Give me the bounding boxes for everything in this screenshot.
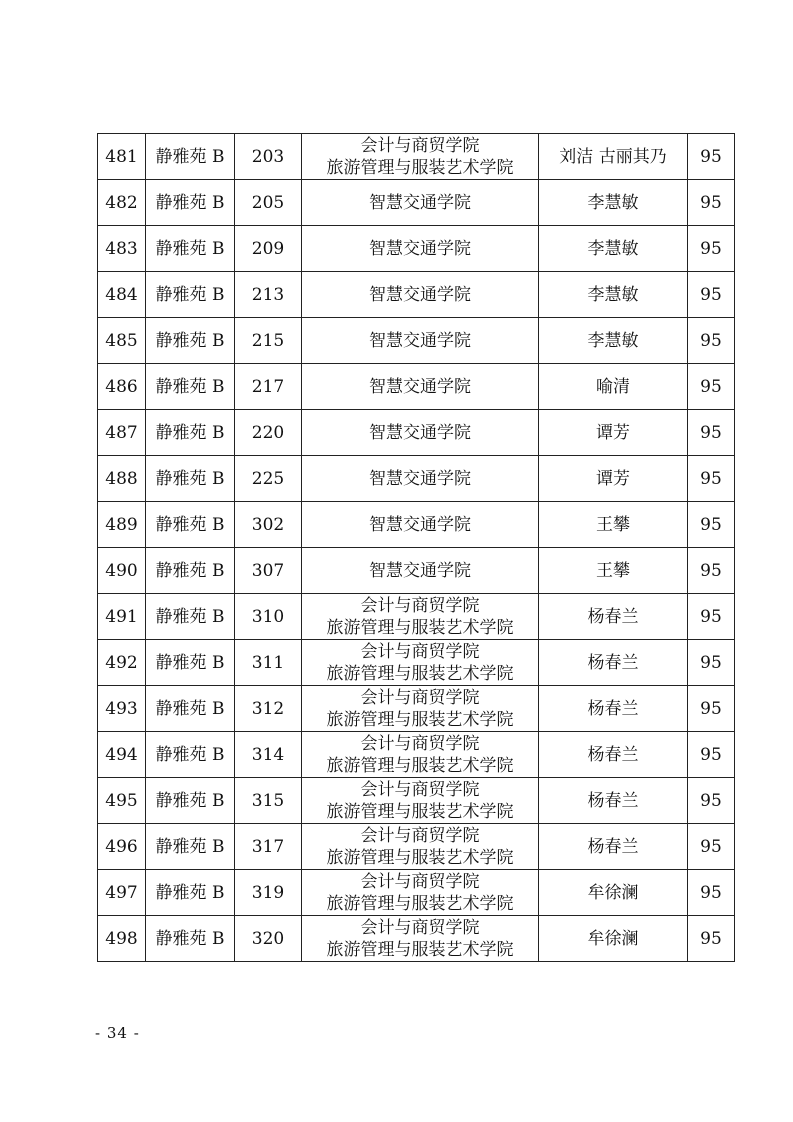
building-cell: 静雅苑 B bbox=[146, 410, 235, 456]
college-cell bbox=[302, 410, 539, 456]
table-row bbox=[98, 732, 735, 778]
score-cell: 95 bbox=[688, 226, 735, 272]
college-name: 旅游管理与服装艺术学院 bbox=[326, 893, 514, 914]
score-cell: 95 bbox=[688, 318, 735, 364]
table-row bbox=[98, 548, 735, 594]
score-cell: 95 bbox=[688, 410, 735, 456]
row-number-cell: 489 bbox=[98, 502, 146, 548]
inspector-name-cell: 李慧敏 bbox=[539, 226, 688, 272]
row-number-cell: 483 bbox=[98, 226, 146, 272]
college-cell bbox=[302, 456, 539, 502]
table-row bbox=[98, 180, 735, 226]
room-number-cell: 302 bbox=[235, 502, 302, 548]
college-name: 智慧交通学院 bbox=[369, 422, 471, 443]
college-name: 智慧交通学院 bbox=[369, 514, 471, 535]
college-cell bbox=[302, 548, 539, 594]
inspector-name-cell: 喻清 bbox=[539, 364, 688, 410]
college-cell bbox=[302, 594, 539, 640]
score-cell: 95 bbox=[688, 502, 735, 548]
college-name: 会计与商贸学院 bbox=[360, 917, 480, 938]
table-row bbox=[98, 870, 735, 916]
college-cell bbox=[302, 180, 539, 226]
room-number-cell: 320 bbox=[235, 916, 302, 962]
college-name: 智慧交通学院 bbox=[369, 192, 471, 213]
building-cell: 静雅苑 B bbox=[146, 272, 235, 318]
building-cell: 静雅苑 B bbox=[146, 226, 235, 272]
table-row bbox=[98, 456, 735, 502]
score-cell: 95 bbox=[688, 134, 735, 180]
row-number-cell: 485 bbox=[98, 318, 146, 364]
row-number-cell: 486 bbox=[98, 364, 146, 410]
table-row bbox=[98, 364, 735, 410]
room-number-cell: 307 bbox=[235, 548, 302, 594]
inspector-name-cell: 李慧敏 bbox=[539, 272, 688, 318]
row-number-cell: 497 bbox=[98, 870, 146, 916]
college-name: 旅游管理与服装艺术学院 bbox=[326, 157, 514, 178]
college-cell bbox=[302, 870, 539, 916]
row-number-cell: 490 bbox=[98, 548, 146, 594]
room-number-cell: 225 bbox=[235, 456, 302, 502]
dorm-inspection-table bbox=[97, 133, 735, 962]
college-name: 智慧交通学院 bbox=[369, 560, 471, 581]
building-cell: 静雅苑 B bbox=[146, 456, 235, 502]
college-cell bbox=[302, 640, 539, 686]
inspector-name-cell: 谭芳 bbox=[539, 456, 688, 502]
college-cell bbox=[302, 134, 539, 180]
college-name: 会计与商贸学院 bbox=[360, 779, 480, 800]
college-name: 智慧交通学院 bbox=[369, 284, 471, 305]
college-name: 会计与商贸学院 bbox=[360, 595, 480, 616]
room-number-cell: 209 bbox=[235, 226, 302, 272]
college-name: 智慧交通学院 bbox=[369, 330, 471, 351]
inspector-name-cell: 王攀 bbox=[539, 548, 688, 594]
table-row bbox=[98, 916, 735, 962]
score-cell: 95 bbox=[688, 548, 735, 594]
college-cell bbox=[302, 364, 539, 410]
college-name: 会计与商贸学院 bbox=[360, 825, 480, 846]
college-name: 会计与商贸学院 bbox=[360, 135, 480, 156]
table-row bbox=[98, 686, 735, 732]
inspector-name-cell: 李慧敏 bbox=[539, 180, 688, 226]
row-number-cell: 491 bbox=[98, 594, 146, 640]
score-cell: 95 bbox=[688, 916, 735, 962]
building-cell: 静雅苑 B bbox=[146, 180, 235, 226]
table-body bbox=[98, 134, 735, 962]
score-cell: 95 bbox=[688, 180, 735, 226]
inspector-name-cell: 牟徐澜 bbox=[539, 870, 688, 916]
college-cell bbox=[302, 686, 539, 732]
college-name: 智慧交通学院 bbox=[369, 238, 471, 259]
building-cell: 静雅苑 B bbox=[146, 318, 235, 364]
inspector-name-cell: 杨春兰 bbox=[539, 686, 688, 732]
row-number-cell: 493 bbox=[98, 686, 146, 732]
building-cell: 静雅苑 B bbox=[146, 502, 235, 548]
college-name: 会计与商贸学院 bbox=[360, 641, 480, 662]
building-cell: 静雅苑 B bbox=[146, 364, 235, 410]
college-name: 旅游管理与服装艺术学院 bbox=[326, 847, 514, 868]
college-name: 旅游管理与服装艺术学院 bbox=[326, 801, 514, 822]
score-cell: 95 bbox=[688, 594, 735, 640]
building-cell: 静雅苑 B bbox=[146, 548, 235, 594]
room-number-cell: 203 bbox=[235, 134, 302, 180]
inspector-name-cell: 杨春兰 bbox=[539, 640, 688, 686]
room-number-cell: 213 bbox=[235, 272, 302, 318]
row-number-cell: 482 bbox=[98, 180, 146, 226]
inspector-name-cell: 杨春兰 bbox=[539, 824, 688, 870]
score-cell: 95 bbox=[688, 456, 735, 502]
room-number-cell: 310 bbox=[235, 594, 302, 640]
building-cell: 静雅苑 B bbox=[146, 686, 235, 732]
building-cell: 静雅苑 B bbox=[146, 594, 235, 640]
building-cell: 静雅苑 B bbox=[146, 824, 235, 870]
college-name: 智慧交通学院 bbox=[369, 376, 471, 397]
college-name: 会计与商贸学院 bbox=[360, 871, 480, 892]
college-cell bbox=[302, 502, 539, 548]
score-cell: 95 bbox=[688, 778, 735, 824]
college-cell bbox=[302, 272, 539, 318]
room-number-cell: 312 bbox=[235, 686, 302, 732]
college-cell bbox=[302, 916, 539, 962]
room-number-cell: 317 bbox=[235, 824, 302, 870]
table-row bbox=[98, 640, 735, 686]
score-cell: 95 bbox=[688, 272, 735, 318]
building-cell: 静雅苑 B bbox=[146, 732, 235, 778]
inspector-name-cell: 杨春兰 bbox=[539, 778, 688, 824]
building-cell: 静雅苑 B bbox=[146, 778, 235, 824]
college-cell bbox=[302, 824, 539, 870]
college-cell bbox=[302, 778, 539, 824]
room-number-cell: 215 bbox=[235, 318, 302, 364]
room-number-cell: 319 bbox=[235, 870, 302, 916]
table-row bbox=[98, 134, 735, 180]
inspector-name-cell: 刘洁 古丽其乃 bbox=[539, 134, 688, 180]
score-cell: 95 bbox=[688, 870, 735, 916]
page-number: - 34 - bbox=[95, 1024, 140, 1042]
table-row bbox=[98, 778, 735, 824]
room-number-cell: 220 bbox=[235, 410, 302, 456]
inspector-name-cell: 王攀 bbox=[539, 502, 688, 548]
table-row bbox=[98, 824, 735, 870]
table-row bbox=[98, 410, 735, 456]
score-cell: 95 bbox=[688, 686, 735, 732]
college-name: 旅游管理与服装艺术学院 bbox=[326, 755, 514, 776]
building-cell: 静雅苑 B bbox=[146, 870, 235, 916]
college-name: 旅游管理与服装艺术学院 bbox=[326, 939, 514, 960]
inspector-name-cell: 杨春兰 bbox=[539, 594, 688, 640]
building-cell: 静雅苑 B bbox=[146, 134, 235, 180]
building-cell: 静雅苑 B bbox=[146, 640, 235, 686]
building-cell: 静雅苑 B bbox=[146, 916, 235, 962]
row-number-cell: 495 bbox=[98, 778, 146, 824]
inspector-name-cell: 牟徐澜 bbox=[539, 916, 688, 962]
table-row bbox=[98, 502, 735, 548]
college-cell bbox=[302, 318, 539, 364]
row-number-cell: 496 bbox=[98, 824, 146, 870]
college-name: 智慧交通学院 bbox=[369, 468, 471, 489]
college-name: 会计与商贸学院 bbox=[360, 733, 480, 754]
inspector-name-cell: 谭芳 bbox=[539, 410, 688, 456]
score-cell: 95 bbox=[688, 640, 735, 686]
inspector-name-cell: 李慧敏 bbox=[539, 318, 688, 364]
college-cell bbox=[302, 732, 539, 778]
row-number-cell: 488 bbox=[98, 456, 146, 502]
room-number-cell: 315 bbox=[235, 778, 302, 824]
college-name: 旅游管理与服装艺术学院 bbox=[326, 663, 514, 684]
college-name: 旅游管理与服装艺术学院 bbox=[326, 617, 514, 638]
score-cell: 95 bbox=[688, 364, 735, 410]
table-row bbox=[98, 318, 735, 364]
score-cell: 95 bbox=[688, 732, 735, 778]
row-number-cell: 484 bbox=[98, 272, 146, 318]
room-number-cell: 311 bbox=[235, 640, 302, 686]
room-number-cell: 217 bbox=[235, 364, 302, 410]
inspector-name-cell: 杨春兰 bbox=[539, 732, 688, 778]
table-row bbox=[98, 226, 735, 272]
college-cell bbox=[302, 226, 539, 272]
row-number-cell: 498 bbox=[98, 916, 146, 962]
table-row bbox=[98, 272, 735, 318]
room-number-cell: 205 bbox=[235, 180, 302, 226]
college-name: 会计与商贸学院 bbox=[360, 687, 480, 708]
score-cell: 95 bbox=[688, 824, 735, 870]
table-row bbox=[98, 594, 735, 640]
row-number-cell: 492 bbox=[98, 640, 146, 686]
college-name: 旅游管理与服装艺术学院 bbox=[326, 709, 514, 730]
row-number-cell: 487 bbox=[98, 410, 146, 456]
row-number-cell: 494 bbox=[98, 732, 146, 778]
room-number-cell: 314 bbox=[235, 732, 302, 778]
row-number-cell: 481 bbox=[98, 134, 146, 180]
